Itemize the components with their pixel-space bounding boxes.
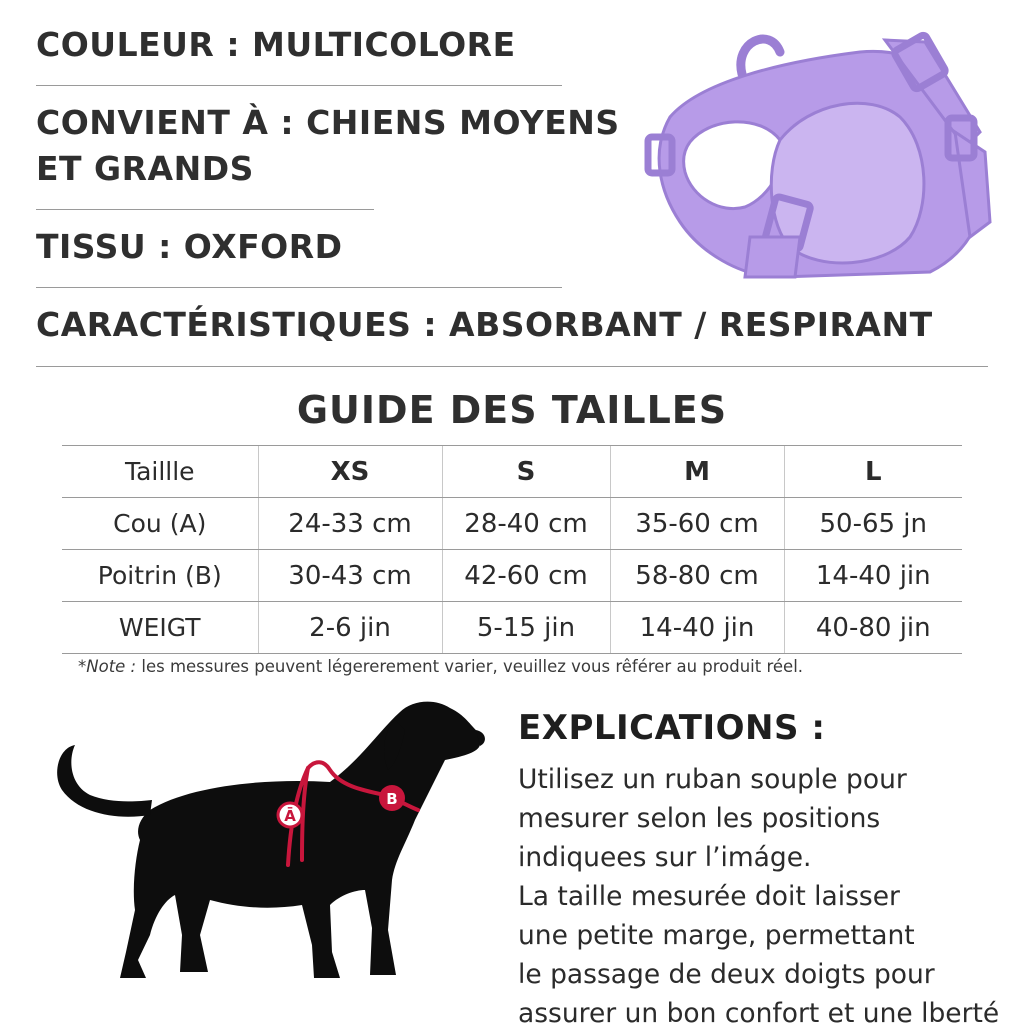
table-cell: 30-43 cm	[258, 550, 442, 602]
explanation-line: La taille mesurée doit laisser	[518, 881, 900, 912]
header-size-s: S	[442, 446, 610, 498]
size-guide-table	[62, 445, 962, 654]
explanation-line: une petite marge, permettant	[518, 920, 915, 951]
table-row	[62, 602, 962, 654]
divider	[36, 85, 562, 86]
spec-fabric: TISSU : OXFORD	[36, 227, 343, 266]
divider	[36, 209, 374, 210]
table-cell: 50-65 jn	[784, 498, 962, 550]
spec-color: COULEUR : MULTICOLORE	[36, 25, 516, 64]
row-label-chest: Poitrin (B)	[62, 550, 258, 602]
row-label-neck: Cou (A)	[62, 498, 258, 550]
note-text: les messures peuvent légererement varier, veuillez vous rêférer au produit réel.	[136, 657, 804, 676]
harness-product-image	[630, 22, 1000, 292]
table-cell: 5-15 jin	[442, 602, 610, 654]
table-cell: 24-33 cm	[258, 498, 442, 550]
table-cell: 58-80 cm	[610, 550, 784, 602]
table-row	[62, 498, 962, 550]
divider	[36, 287, 562, 288]
table-cell: 2-6 jin	[258, 602, 442, 654]
header-size-l: L	[784, 446, 962, 498]
size-guide-title: GUIDE DES TAILLES	[296, 388, 728, 432]
header-size-m: M	[610, 446, 784, 498]
measurement-note	[78, 657, 803, 676]
table-cell: 28-40 cm	[442, 498, 610, 550]
marker-a-label: Ā	[284, 807, 296, 825]
table-row	[62, 550, 962, 602]
table-cell: 40-80 jin	[784, 602, 962, 654]
table-cell: 14-40 jin	[610, 602, 784, 654]
table-cell: 35-60 cm	[610, 498, 784, 550]
explanation-line: indiquees sur l’imáge.	[518, 842, 812, 873]
header-size-label: Taillle	[62, 446, 258, 498]
marker-b-icon	[379, 785, 405, 811]
note-prefix: *Note :	[78, 657, 137, 676]
explanations-title: EXPLICATIONS :	[518, 708, 826, 748]
divider	[36, 366, 988, 367]
spec-suitable-for: CONVIENT À : CHIENS MOYENS	[36, 103, 620, 142]
marker-a-icon	[278, 803, 302, 827]
header-size-xs: XS	[258, 446, 442, 498]
explanation-line: assurer un bon confort et une lberté	[518, 998, 1000, 1024]
explanations-body	[518, 760, 1018, 1024]
explanation-line: Utilisez un ruban souple pour	[518, 764, 907, 795]
explanation-line: le passage de deux doigts pour	[518, 959, 935, 990]
table-cell: 14-40 jin	[784, 550, 962, 602]
spec-suitable-for-cont: ET GRANDS	[36, 149, 254, 188]
table-header-row	[62, 446, 962, 498]
table-cell: 42-60 cm	[442, 550, 610, 602]
dog-silhouette-icon	[57, 702, 485, 978]
row-label-weight: WEIGT	[62, 602, 258, 654]
dog-measurement-diagram	[40, 690, 500, 1020]
explanation-line: mesurer selon les positions	[518, 803, 881, 834]
marker-b-label: B	[386, 790, 398, 808]
spec-features: CARACTÉRISTIQUES : ABSORBANT / RESPIRANT	[36, 305, 933, 344]
